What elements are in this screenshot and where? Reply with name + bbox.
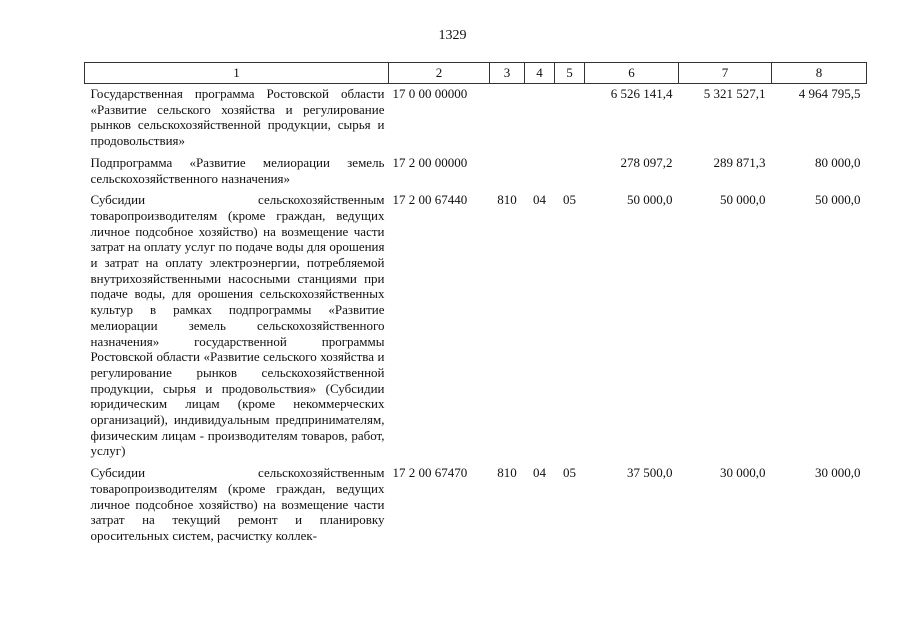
row-name: Субсидии сельскохозяйственным товаропроизводителям (кроме граждан, ведущих личное подсобное хозяйство) на возмещение части затрат на оплату услуг по подаче воды для орошения и затрат на оплату электроэнергии, потребляемой внутрихозяйственными насосными станциями при подаче воды, для орошения сельскохозяйственных культур в рамках подпрограммы «Развитие мелиорации земель сельскохозяйственного назначения» государственной программы Ростовской области «Развитие сельского хозяйства и регулирование рынков сельскохозяйственной продукции, сырья и продовольствия» (Субсидии юридическим лицам (кроме некоммерческих организаций), индивидуальным предпринимателям, физическим лицам - производителям товаров, работ, услуг) xyxy=(90,192,385,459)
budget-table xyxy=(84,62,867,544)
header-col-5: 5 xyxy=(555,63,585,84)
row-name: Подпрограмма «Развитие мелиорации земель сельскохозяйственного назначения» xyxy=(90,154,385,186)
row-subsection xyxy=(555,84,585,149)
table-row xyxy=(85,84,867,149)
header-col-1: 1 xyxy=(85,63,389,84)
row-section xyxy=(525,155,555,186)
row-section xyxy=(525,84,555,149)
row-amount-col8: 4 964 795,5 xyxy=(798,86,861,101)
row-name: Субсидии сельскохозяйственным товаропроизводителям (кроме граждан, ведущих личное подсобное хозяйство) на возмещение части затрат на текущий ремонт и планировку оросительных систем, расчистку коллек- xyxy=(90,465,385,543)
row-section: 04 xyxy=(533,192,546,208)
row-amount-col6: 37 500,0 xyxy=(627,465,673,481)
row-amount-col7: 50 000,0 xyxy=(720,192,766,208)
header-col-4: 4 xyxy=(525,63,555,84)
table-row xyxy=(85,155,867,186)
row-expense-type: 810 xyxy=(497,465,517,481)
row-amount-col7: 289 871,3 xyxy=(713,154,766,170)
row-expense-type xyxy=(490,84,525,149)
header-col-6: 6 xyxy=(585,63,679,84)
row-amount-col7: 30 000,0 xyxy=(720,465,766,481)
table-row xyxy=(85,465,867,544)
header-col-7: 7 xyxy=(679,63,772,84)
row-section: 04 xyxy=(533,465,546,481)
row-amount-col6: 278 097,2 xyxy=(620,154,673,170)
row-amount-col8: 30 000,0 xyxy=(815,465,861,481)
row-target-code: 17 2 00 00000 xyxy=(392,154,468,170)
row-subsection: 05 xyxy=(563,465,576,481)
row-expense-type: 810 xyxy=(497,192,517,208)
header-col-8: 8 xyxy=(772,63,867,84)
header-col-2: 2 xyxy=(389,63,490,84)
table-row xyxy=(85,192,867,459)
row-amount-col7: 5 321 527,1 xyxy=(703,86,766,101)
row-subsection xyxy=(555,155,585,186)
row-amount-col8: 80 000,0 xyxy=(815,154,861,170)
header-row xyxy=(85,63,867,84)
row-expense-type xyxy=(490,155,525,186)
row-amount-col6: 50 000,0 xyxy=(627,192,673,208)
row-target-code: 17 2 00 67470 xyxy=(392,465,468,481)
header-col-3: 3 xyxy=(490,63,525,84)
row-amount-col6: 6 526 141,4 xyxy=(610,86,673,101)
row-target-code: 17 2 00 67440 xyxy=(392,192,468,208)
row-name: Государственная программа Ростовской области «Развитие сельского хозяйства и регулирование рынков сельскохозяйственной продукции, сырья и продовольствия» xyxy=(90,86,385,149)
page-number: 1329 xyxy=(438,28,467,43)
row-target-code: 17 0 00 00000 xyxy=(392,86,468,101)
row-subsection: 05 xyxy=(563,192,576,208)
row-amount-col8: 50 000,0 xyxy=(815,192,861,208)
